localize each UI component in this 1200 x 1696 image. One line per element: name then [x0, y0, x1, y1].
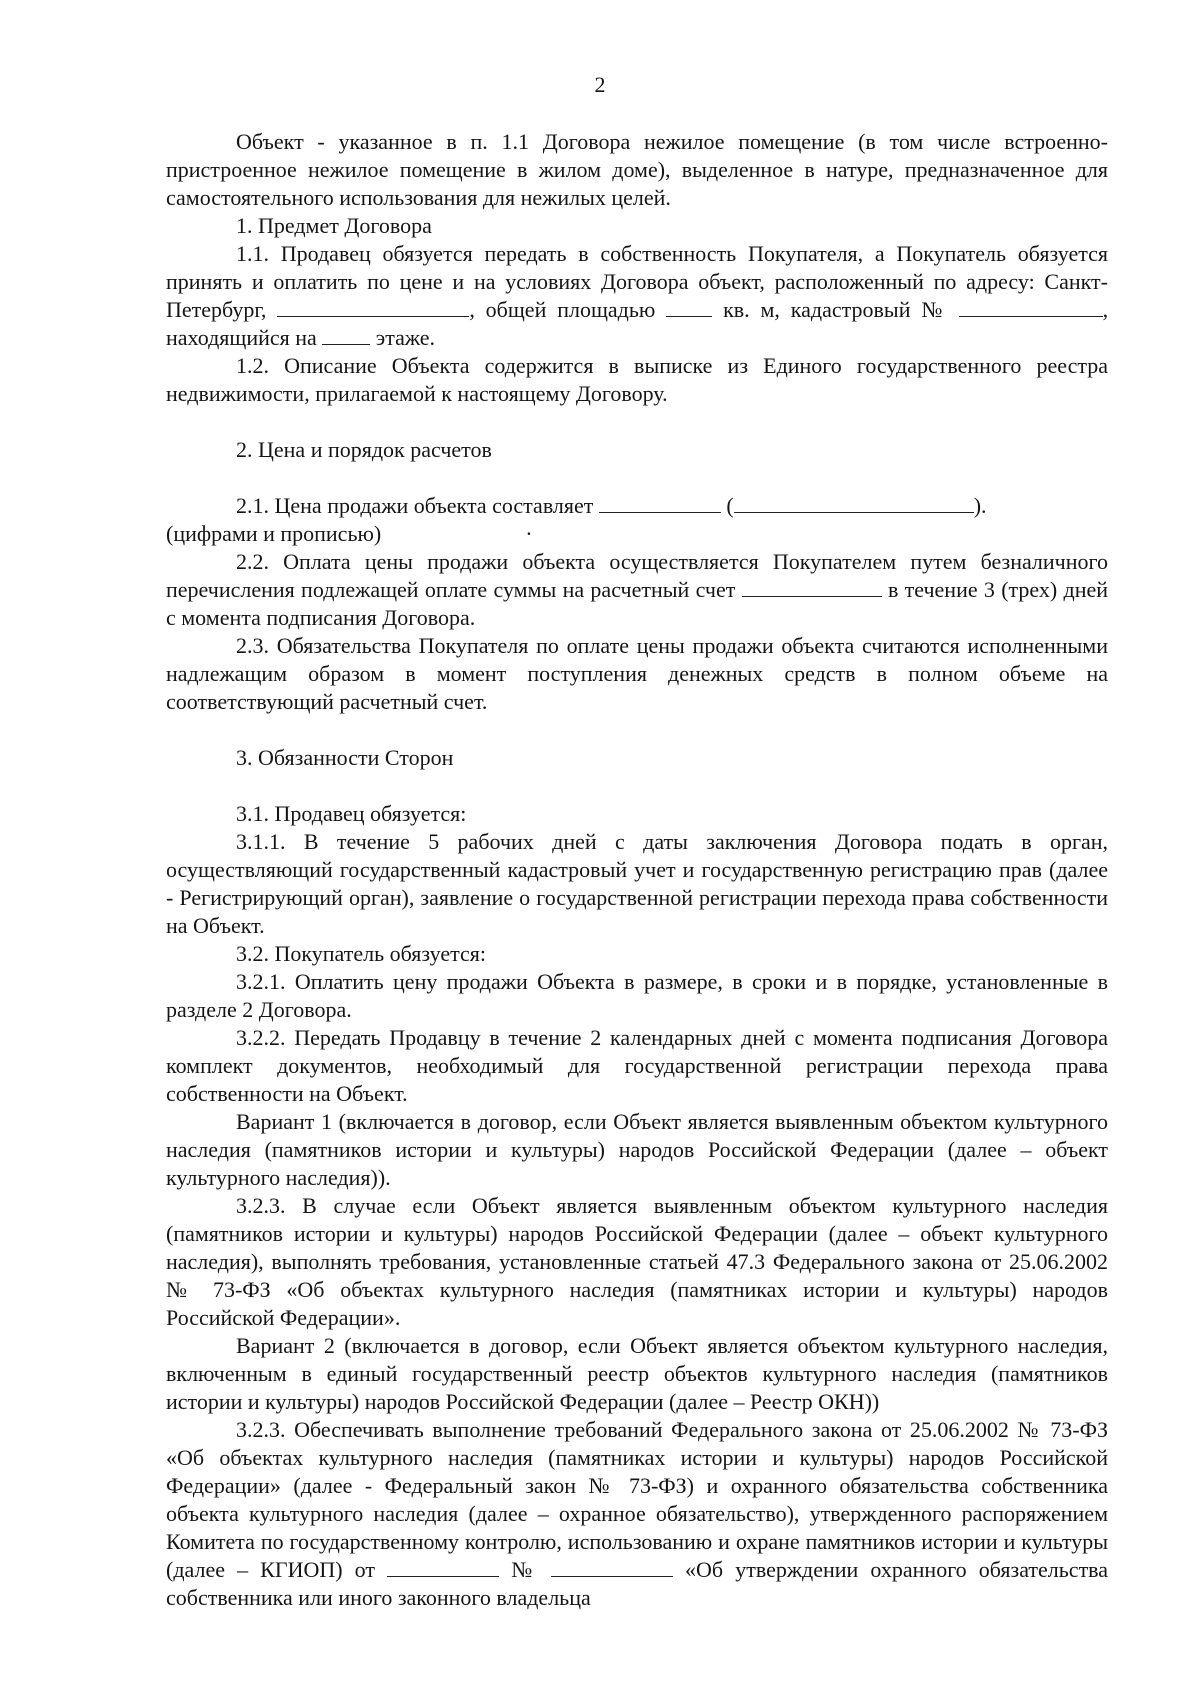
- clause-2-1: 2.1. Цена продажи объекта составляет ( ).: [236, 493, 987, 518]
- variant-2-note: Вариант 2 (включается в договор, если Объект является объектом культурного наследия, включенным в единый государственный реестр объектов культурного наследия (памятников истории и культуры) народов Российской Федерации (далее – Реестр ОКН)): [166, 1333, 1108, 1414]
- clause-2-3: 2.3. Обязательства Покупателя по оплате цены продажи объекта считаются исполненными надлежащим образом в момент поступления денежных средств в полном объеме на соответствующий расчетный счет.: [166, 633, 1108, 714]
- section-2-title: 2. Цена и порядок расчетов: [236, 437, 492, 462]
- clause-1-2: 1.2. Описание Объекта содержится в выписке из Единого государственного реестра недвижимости, прилагаемой к настоящему Договору.: [166, 353, 1108, 406]
- page-number: 2: [594, 72, 606, 97]
- price-digits-blank: [599, 492, 721, 513]
- object-definition: Объект - указанное в п. 1.1 Договора нежилое помещение (в том числе встроенно-пристроенное нежилое помещение в жилом доме), выделенное в натуре, предназначенное для самостоятельного использования для нежилых целей.: [166, 129, 1108, 210]
- price-words-blank: [734, 492, 974, 513]
- clause-3-2: 3.2. Покупатель обязуется:: [236, 941, 486, 966]
- clause-3-2-3-variant-1: 3.2.3. В случае если Объект является выявленным объектом культурного наследия (памятников истории и культуры) народов Российской Федерации (далее – объект культурного наследия), выполнять требования, установленные статьей 47.3 Федерального закона от 25.06.2002 № 73-ФЗ «Об объектах культурного наследия (памятниках истории и культуры) народов Российской Федерации».: [166, 1193, 1108, 1330]
- section-1-title: 1. Предмет Договора: [236, 213, 432, 238]
- address-blank: [277, 296, 469, 317]
- area-blank: [666, 296, 712, 317]
- variant-1-note: Вариант 1 (включается в договор, если Объект является выявленным объектом культурного наследия (памятников истории и культуры) народов Российской Федерации (далее – объект культурного наследия)).: [166, 1109, 1108, 1190]
- cadastral-number-blank: [959, 296, 1103, 317]
- clause-3-2-2: 3.2.2. Передать Продавцу в течение 2 календарных дней с момента подписания Договора комплект документов, необходимый для государственной регистрации перехода права собственности на Объект.: [166, 1025, 1108, 1106]
- price-hint: (цифрами и прописью) ·: [166, 521, 533, 546]
- clause-2-2: 2.2. Оплата цены продажи объекта осуществляется Покупателем путем безналичного перечисления подлежащей оплате суммы на расчетный счет в течение 3 (трех) дней с момента подписания Договора.: [166, 549, 1109, 630]
- clause-1-1: 1.1. Продавец обязуется передать в собственность Покупателя, а Покупатель обязуется принять и оплатить по цене и на условиях Договора объект, расположенный по адресу: Санкт-Петербург, , общей площадью кв. м, кадастровый № , находящийся на этаже.: [166, 241, 1109, 350]
- floor-blank: [322, 324, 370, 345]
- clause-3-1: 3.1. Продавец обязуется:: [236, 801, 467, 826]
- clause-3-2-1: 3.2.1. Оплатить цену продажи Объекта в размере, в сроки и в порядке, установленные в разделе 2 Договора.: [166, 969, 1108, 1022]
- order-number-blank: [551, 1556, 673, 1577]
- section-3-title: 3. Обязанности Сторон: [236, 745, 454, 770]
- clause-3-1-1: 3.1.1. В течение 5 рабочих дней с даты заключения Договора подать в орган, осуществляющий государственный кадастровый учет и государственную регистрацию прав (далее - Регистрирующий орган), заявление о государственной регистрации перехода права собственности на Объект.: [166, 829, 1108, 938]
- document-body: [166, 128, 1108, 1612]
- order-date-blank: [387, 1556, 499, 1577]
- clause-3-2-3-variant-2: 3.2.3. Обеспечивать выполнение требований Федерального закона от 25.06.2002 № 73-ФЗ «Об объектах культурного наследия (памятниках истории и культуры) народов Российской Федерации» (далее - Федеральный закон № 73-ФЗ) и охранного обязательства собственника объекта культурного наследия (далее – охранное обязательство), утвержденного распоряжением Комитета по государственному контролю, использованию и охране памятников истории и культуры (далее – КГИОП) от № «Об утверждении охранного обязательства собственника или иного законного владельца: [166, 1417, 1109, 1610]
- account-blank: [742, 576, 882, 597]
